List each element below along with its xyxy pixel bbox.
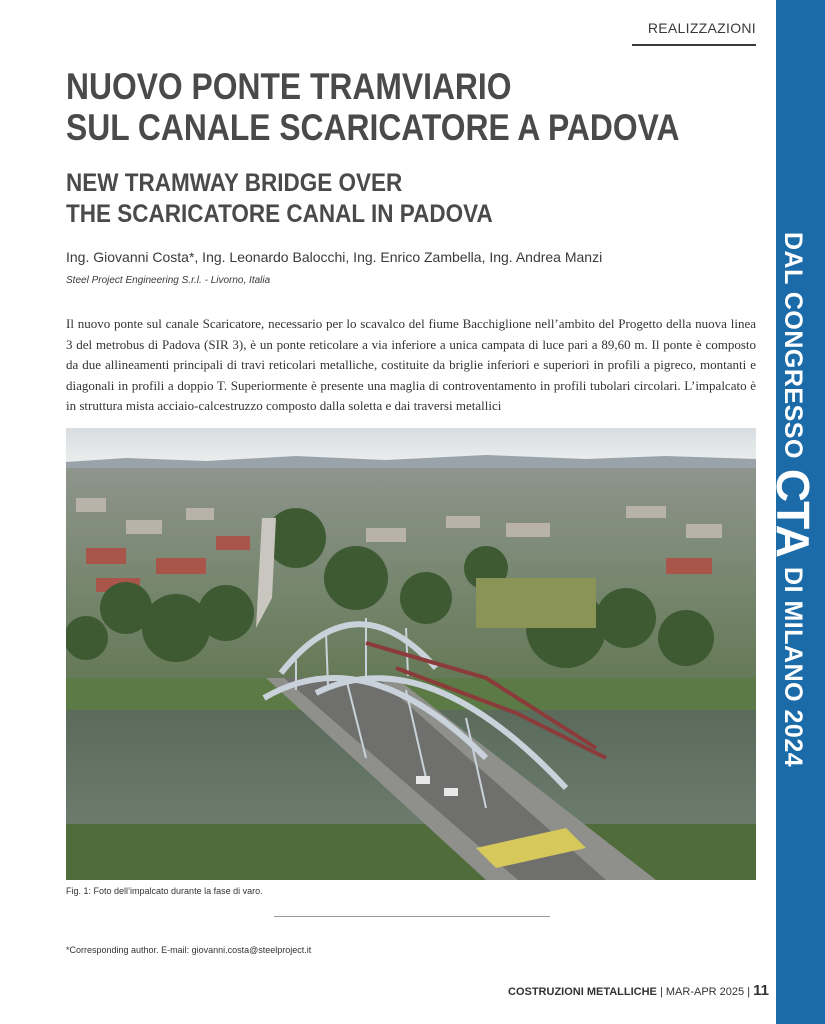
- title-italian-line2: SUL CANALE SCARICATORE A PADOVA: [66, 107, 680, 148]
- title-italian: [66, 66, 680, 148]
- affiliation: Steel Project Engineering S.r.l. - Livorno, Italia: [66, 275, 271, 286]
- footer-page-number: 11: [753, 982, 769, 999]
- footer-separator-2: |: [747, 986, 751, 998]
- footnote-rule: [274, 916, 550, 917]
- sidebar-text-part1: DAL CONGRESSO: [779, 232, 808, 459]
- figure-caption: Fig. 1: Foto dell’impalcato durante la fase di varo.: [66, 886, 263, 896]
- footer-journal: COSTRUZIONI METALLICHE: [508, 986, 657, 998]
- title-english-line2: THE SCARICATORE CANAL IN PADOVA: [66, 200, 493, 228]
- title-italian-line1: NUOVO PONTE TRAMVIARIO: [66, 66, 512, 107]
- title-english: [66, 168, 687, 230]
- authors: Ing. Giovanni Costa*, Ing. Leonardo Balocchi, Ing. Enrico Zambella, Ing. Andrea Manzi: [66, 249, 603, 265]
- footer-separator-1: |: [659, 986, 663, 998]
- sidebar-text-cta: CTA: [767, 468, 819, 558]
- footer-issue: MAR-APR 2025: [665, 986, 745, 998]
- sidebar-text-part3: DI MILANO 2024: [779, 567, 808, 768]
- sidebar-band: [767, 0, 825, 1024]
- abstract-paragraph: Il nuovo ponte sul canale Scaricatore, necessario per lo scavalco del fiume Bacchiglione nell’ambito del Progetto della nuova linea 3 del metrobus di Padova (SIR 3), è un ponte reticolare a via inferiore a unica campata di luce pari a 89,60 m. Il ponte è composto da due allineamenti principali di travi reticolari metalliche, costituite da briglie inferiori e superiori in profili a pigreco, montanti e diagonali in profili a doppio T. Superiormente è presente una maglia di controventamento in profili tubolari circolari. L’impalcato è in struttura mista acciaio-calcestruzzo composto dalla soletta e dai traversi metallici: [66, 316, 756, 413]
- sidebar-vertical-text: [767, 232, 819, 768]
- title-english-line1: NEW TRAMWAY BRIDGE OVER: [66, 169, 403, 197]
- bridge-photo: [66, 428, 756, 880]
- footnote: *Corresponding author. E-mail: giovanni.costa@steelproject.it: [66, 945, 312, 955]
- page-footer: [508, 982, 769, 999]
- section-rule: [632, 44, 756, 46]
- section-label: REALIZZAZIONI: [647, 20, 756, 36]
